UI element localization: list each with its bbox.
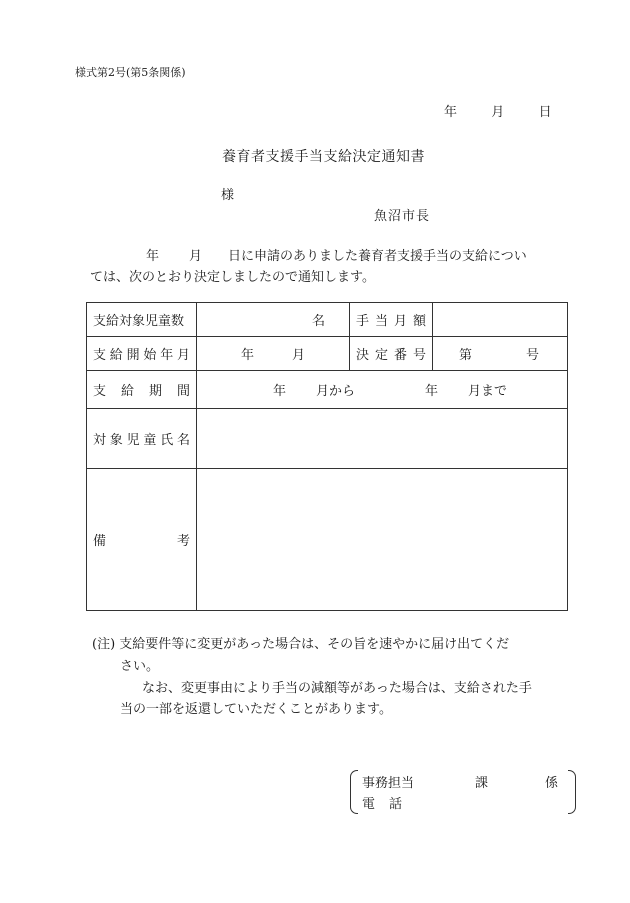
decision-go: 号 (526, 348, 540, 363)
issuer-name: 魚沼市長 (374, 209, 431, 224)
decision-number-label: 決 定 番 号 (356, 348, 426, 363)
child-count-cell (197, 303, 350, 337)
date-day: 日 (538, 105, 552, 120)
addressee-suffix: 様 (221, 188, 235, 203)
child-name-label-cell (87, 409, 197, 469)
period-cell (197, 371, 568, 409)
child-count-unit: 名 (311, 314, 325, 329)
phone-label: 電 話 (362, 797, 402, 812)
intro-line-1 (146, 245, 527, 264)
contact-box (350, 770, 576, 814)
decision-number-cell (433, 337, 568, 371)
start-date-label: 支 給 開 始 年 月 (93, 348, 190, 363)
start-date-label-cell (87, 337, 197, 371)
monthly-amount-value (433, 303, 568, 337)
period-month-from: 月から (316, 384, 356, 399)
table-row (87, 337, 568, 371)
intro-year: 年 (146, 249, 160, 264)
period-year-from: 年 (273, 384, 287, 399)
document-title: 養育者支援手当支給決定通知書 (222, 149, 425, 165)
child-name-value (197, 409, 568, 469)
table-row (87, 409, 568, 469)
date-month: 月 (491, 105, 505, 120)
unit-label: 係 (545, 776, 559, 791)
table-row (87, 371, 568, 409)
monthly-amount-label-cell (350, 303, 433, 337)
right-bracket (568, 770, 576, 814)
period-label: 支 給 期 間 (93, 384, 190, 399)
remarks-value (197, 469, 568, 611)
date-year: 年 (444, 105, 458, 120)
decision-number-label-cell (350, 337, 433, 371)
period-year-to: 年 (425, 384, 439, 399)
table-row (87, 303, 568, 337)
note-line-3: なお、変更事由により手当の減額等があった場合は、支給された手 (142, 681, 532, 696)
table-row (87, 469, 568, 611)
child-name-label: 対 象 児 童 氏 名 (93, 433, 190, 448)
note-line-1: (注) 支給要件等に変更があった場合は、その旨を速やかに届け出てくだ (92, 637, 510, 652)
left-bracket (350, 770, 358, 814)
staff-label: 事務担当 (362, 776, 415, 791)
intro-line1-rest: 日に申請のありました養育者支援手当の支給につい (228, 249, 527, 264)
start-date-cell (197, 337, 350, 371)
remarks-label-cell (87, 469, 197, 611)
remarks-label: 備 考 (93, 534, 190, 549)
note-line-4: 当の一部を返還していただくことがあります。 (120, 702, 392, 717)
intro-line-2: ては、次のとおり決定しましたので通知します。 (90, 270, 375, 285)
section-label: 課 (475, 776, 489, 791)
issue-date (444, 101, 552, 120)
decision-dai: 第 (459, 348, 473, 363)
start-month: 月 (292, 348, 306, 363)
intro-month: 月 (189, 249, 203, 264)
period-month-to: 月まで (468, 384, 508, 399)
decision-table (86, 302, 568, 611)
monthly-amount-label: 手 当 月 額 (356, 314, 426, 329)
child-count-label: 支給対象児童数 (87, 303, 197, 337)
form-number: 様式第2号(第5条関係) (75, 66, 186, 79)
note-line-2: さい。 (120, 659, 160, 674)
start-year: 年 (240, 348, 254, 363)
period-label-cell (87, 371, 197, 409)
